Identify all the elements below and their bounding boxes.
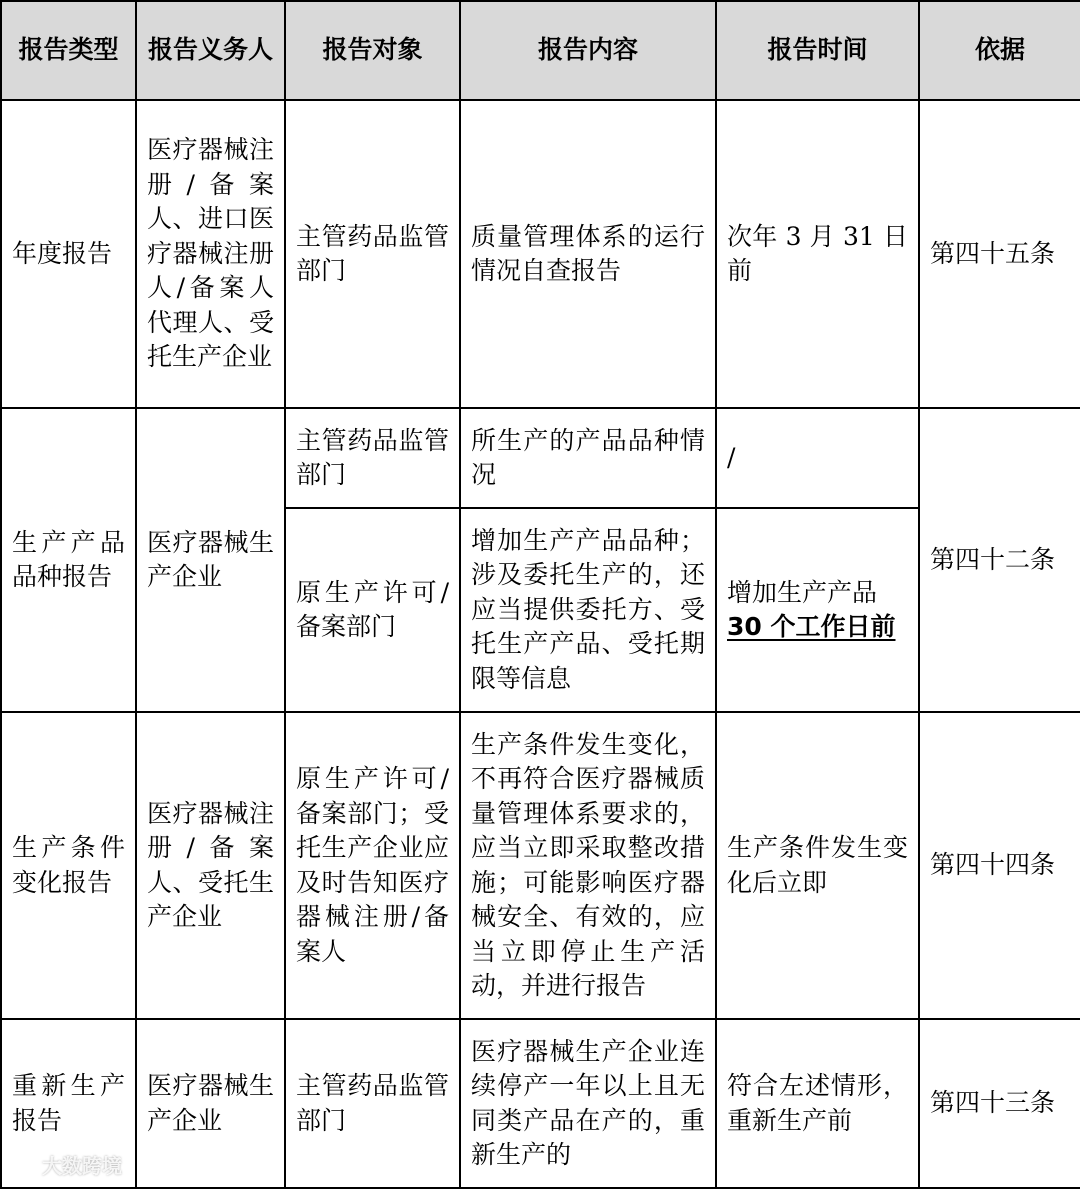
cell-condition-recipient: 原生产许可/备案部门；受托生产企业应及时告知医疗器械注册/备案人 [285, 712, 460, 1019]
cell-annual-time: 次年 3 月 31 日前 [716, 100, 919, 408]
cell-variety-obligor: 医疗器械生产企业 [136, 408, 285, 712]
watermark-text: 大数跨境 [42, 1154, 122, 1178]
cell-condition-content: 生产条件发生变化，不再符合医疗器械质量管理体系要求的，应当立即采取整改措施；可能影响医疗器械安全、有效的，应当立即停止生产活动，并进行报告 [460, 712, 716, 1019]
table-row-variety-1 [1, 408, 1080, 508]
header-row [1, 1, 1080, 100]
cell-restart-recipient: 主管药品监管部门 [285, 1019, 460, 1188]
cell-condition-basis: 第四十四条 [919, 712, 1080, 1019]
header-content: 报告内容 [460, 1, 716, 100]
cell-annual-basis: 第四十五条 [919, 100, 1080, 408]
header-obligor: 报告义务人 [136, 1, 285, 100]
cell-annual-type: 年度报告 [1, 100, 136, 408]
cell-variety-recipient-1: 主管药品监管部门 [285, 408, 460, 508]
cell-condition-time: 生产条件发生变化后立即 [716, 712, 919, 1019]
cell-variety-type: 生产产品品种报告 [1, 408, 136, 712]
cell-condition-type: 生产条件变化报告 [1, 712, 136, 1019]
table-row-annual [1, 100, 1080, 408]
table-row-restart [1, 1019, 1080, 1188]
cell-restart-obligor: 医疗器械生产企业 [136, 1019, 285, 1188]
variety-time-prefix: 增加生产产品 [727, 577, 878, 607]
cell-annual-obligor: 医疗器械注册/备案人、进口医疗器械注册人/备案人代理人、受托生产企业 [136, 100, 285, 408]
header-recipient: 报告对象 [285, 1, 460, 100]
table-row-condition [1, 712, 1080, 1019]
cell-restart-time: 符合左述情形，重新生产前 [716, 1019, 919, 1188]
cell-restart-type: 重新生产报告 [1, 1019, 136, 1188]
cell-variety-content-2: 增加生产产品品种；涉及委托生产的，还应当提供委托方、受托生产产品、受托期限等信息 [460, 508, 716, 712]
cell-annual-content: 质量管理体系的运行情况自查报告 [460, 100, 716, 408]
header-time: 报告时间 [716, 1, 919, 100]
cell-variety-recipient-2: 原生产许可/备案部门 [285, 508, 460, 712]
cell-variety-content-1: 所生产的产品品种情况 [460, 408, 716, 508]
header-basis: 依据 [919, 1, 1080, 100]
cell-annual-recipient: 主管药品监管部门 [285, 100, 460, 408]
variety-time-emphasis: 30 个工作日前 [727, 612, 896, 641]
cell-variety-basis: 第四十二条 [919, 408, 1080, 712]
cell-restart-basis: 第四十三条 [919, 1019, 1080, 1188]
cell-variety-time-2 [716, 508, 919, 712]
cell-variety-time-1: / [716, 408, 919, 508]
cell-restart-content: 医疗器械生产企业连续停产一年以上且无同类产品在产的，重新生产的 [460, 1019, 716, 1188]
cell-condition-obligor: 医疗器械注册/备案人、受托生产企业 [136, 712, 285, 1019]
header-report-type: 报告类型 [1, 1, 136, 100]
